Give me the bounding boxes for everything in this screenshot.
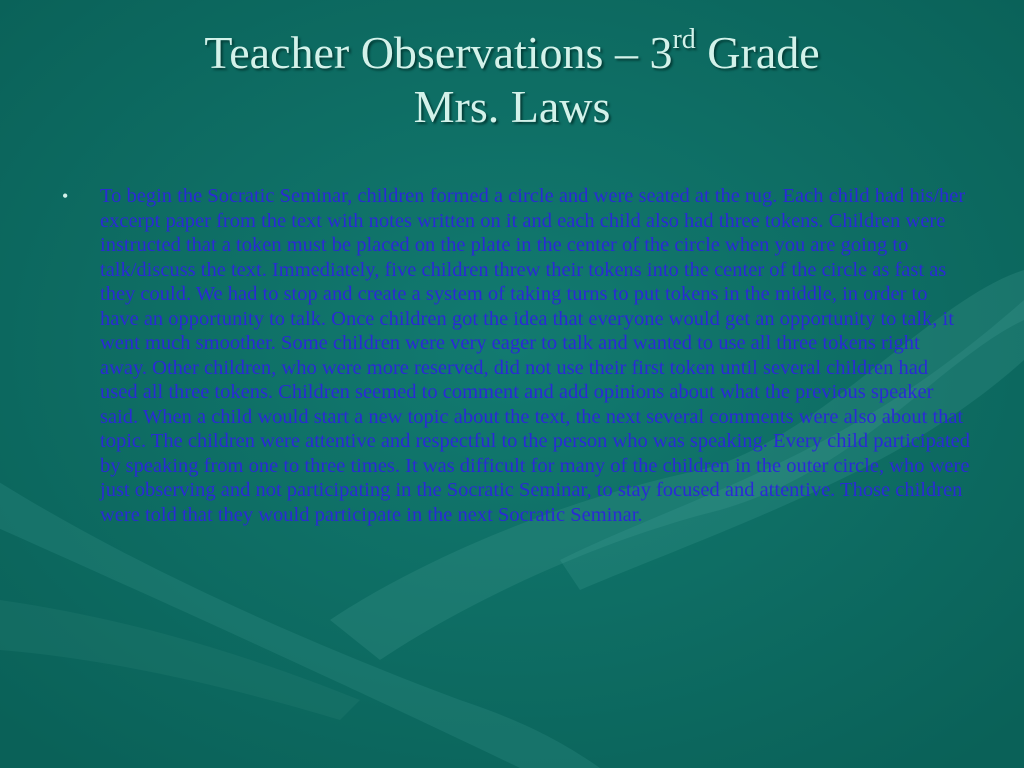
title-subtitle-teacher: Mrs. Laws: [413, 81, 611, 132]
bullet-marker: •: [62, 186, 69, 206]
bullet-item: [58, 184, 970, 527]
slide-body: [58, 184, 970, 527]
observation-paragraph: To begin the Socratic Seminar, children formed a circle and were seated at the rug. Each child had his/her excerpt paper from the text with notes written on it and each child also had three tokens. Children were instructed that a token must be placed on the plate in the center of the circle when you are going to talk/discuss the text. Immediately, five children threw their tokens into the center of the circle as fast as they could. We had to stop and create a system of taking turns to put tokens in the middle, in order to have an opportunity to talk. Once children got the idea that everyone would get an opportunity to talk, it went much smoother. Some children were very eager to talk and wanted to use all three tokens right away. Other children, who were more reserved, did not use their first token until several children had used all three tokens. Children seemed to comment and add opinions about what the previous speaker said. When a child would start a new topic about the text, the next several comments were also about that topic. The children were attentive and respectful to the person who was speaking. Every child participated by speaking from one to three times. It was difficult for many of the children in the outer circle, who were just observing and not participating in the Socratic Seminar, to stay focused and attentive. Those children were told that they would participate in the next Socratic Seminar.: [100, 185, 970, 526]
slide-title: [0, 23, 1024, 134]
title-text-part2: Grade: [695, 27, 820, 78]
title-text-part1: Teacher Observations – 3: [204, 27, 673, 78]
title-ordinal-superscript: rd: [672, 23, 696, 55]
